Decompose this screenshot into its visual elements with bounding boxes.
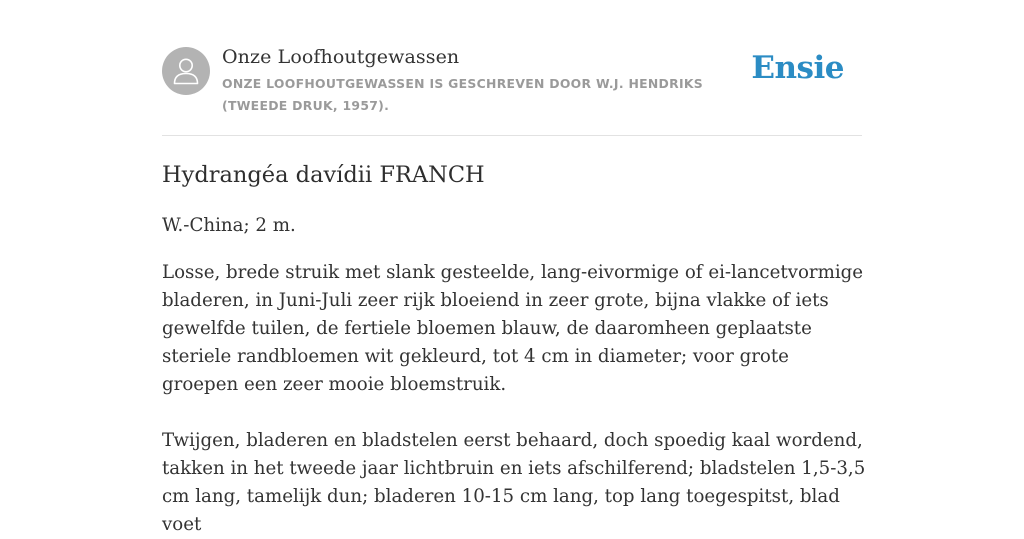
publication-avatar[interactable] xyxy=(162,47,210,95)
ensie-logo[interactable]: Ensie xyxy=(751,50,844,86)
article-paragraph: Losse, brede struik met slank gesteelde, lang-eivormige of ei-lancetvormige bladeren, in Juni-Juli zeer rijk bloeiend in zeer grote, bijna vlakke of iets gewelfde tuilen, de fertiele bloemen blauw, de daaromheen geplaatste steriele randbloemen wit gekleurd, tot 4 cm in diameter; voor grote groepen een zeer mooie bloemstruik. xyxy=(162,262,864,395)
article-paragraph: Twijgen, bladeren en bladstelen eerst behaard, doch spoedig kaal wordend, takken in het tweede jaar lichtbruin en iets afschilferend; bladstelen 1,5-3,5 cm lang, tamelijk dun; bladeren 10-15 cm lang, top lang toegespitst, blad voet xyxy=(162,430,866,535)
publication-header xyxy=(162,0,862,136)
user-silhouette-icon xyxy=(162,47,210,95)
article-title: Hydrangéa davídii FRANCH xyxy=(162,162,485,188)
article-origin: W.-China; 2 m. xyxy=(162,215,296,236)
publication-title[interactable]: Onze Loofhoutgewassen xyxy=(222,46,460,68)
article xyxy=(162,158,868,539)
publication-description: ONZE LOOFHOUTGEWASSEN IS GESCHREVEN DOOR W.J. HENDRIKS (TWEEDE DRUK, 1957). xyxy=(222,76,704,113)
